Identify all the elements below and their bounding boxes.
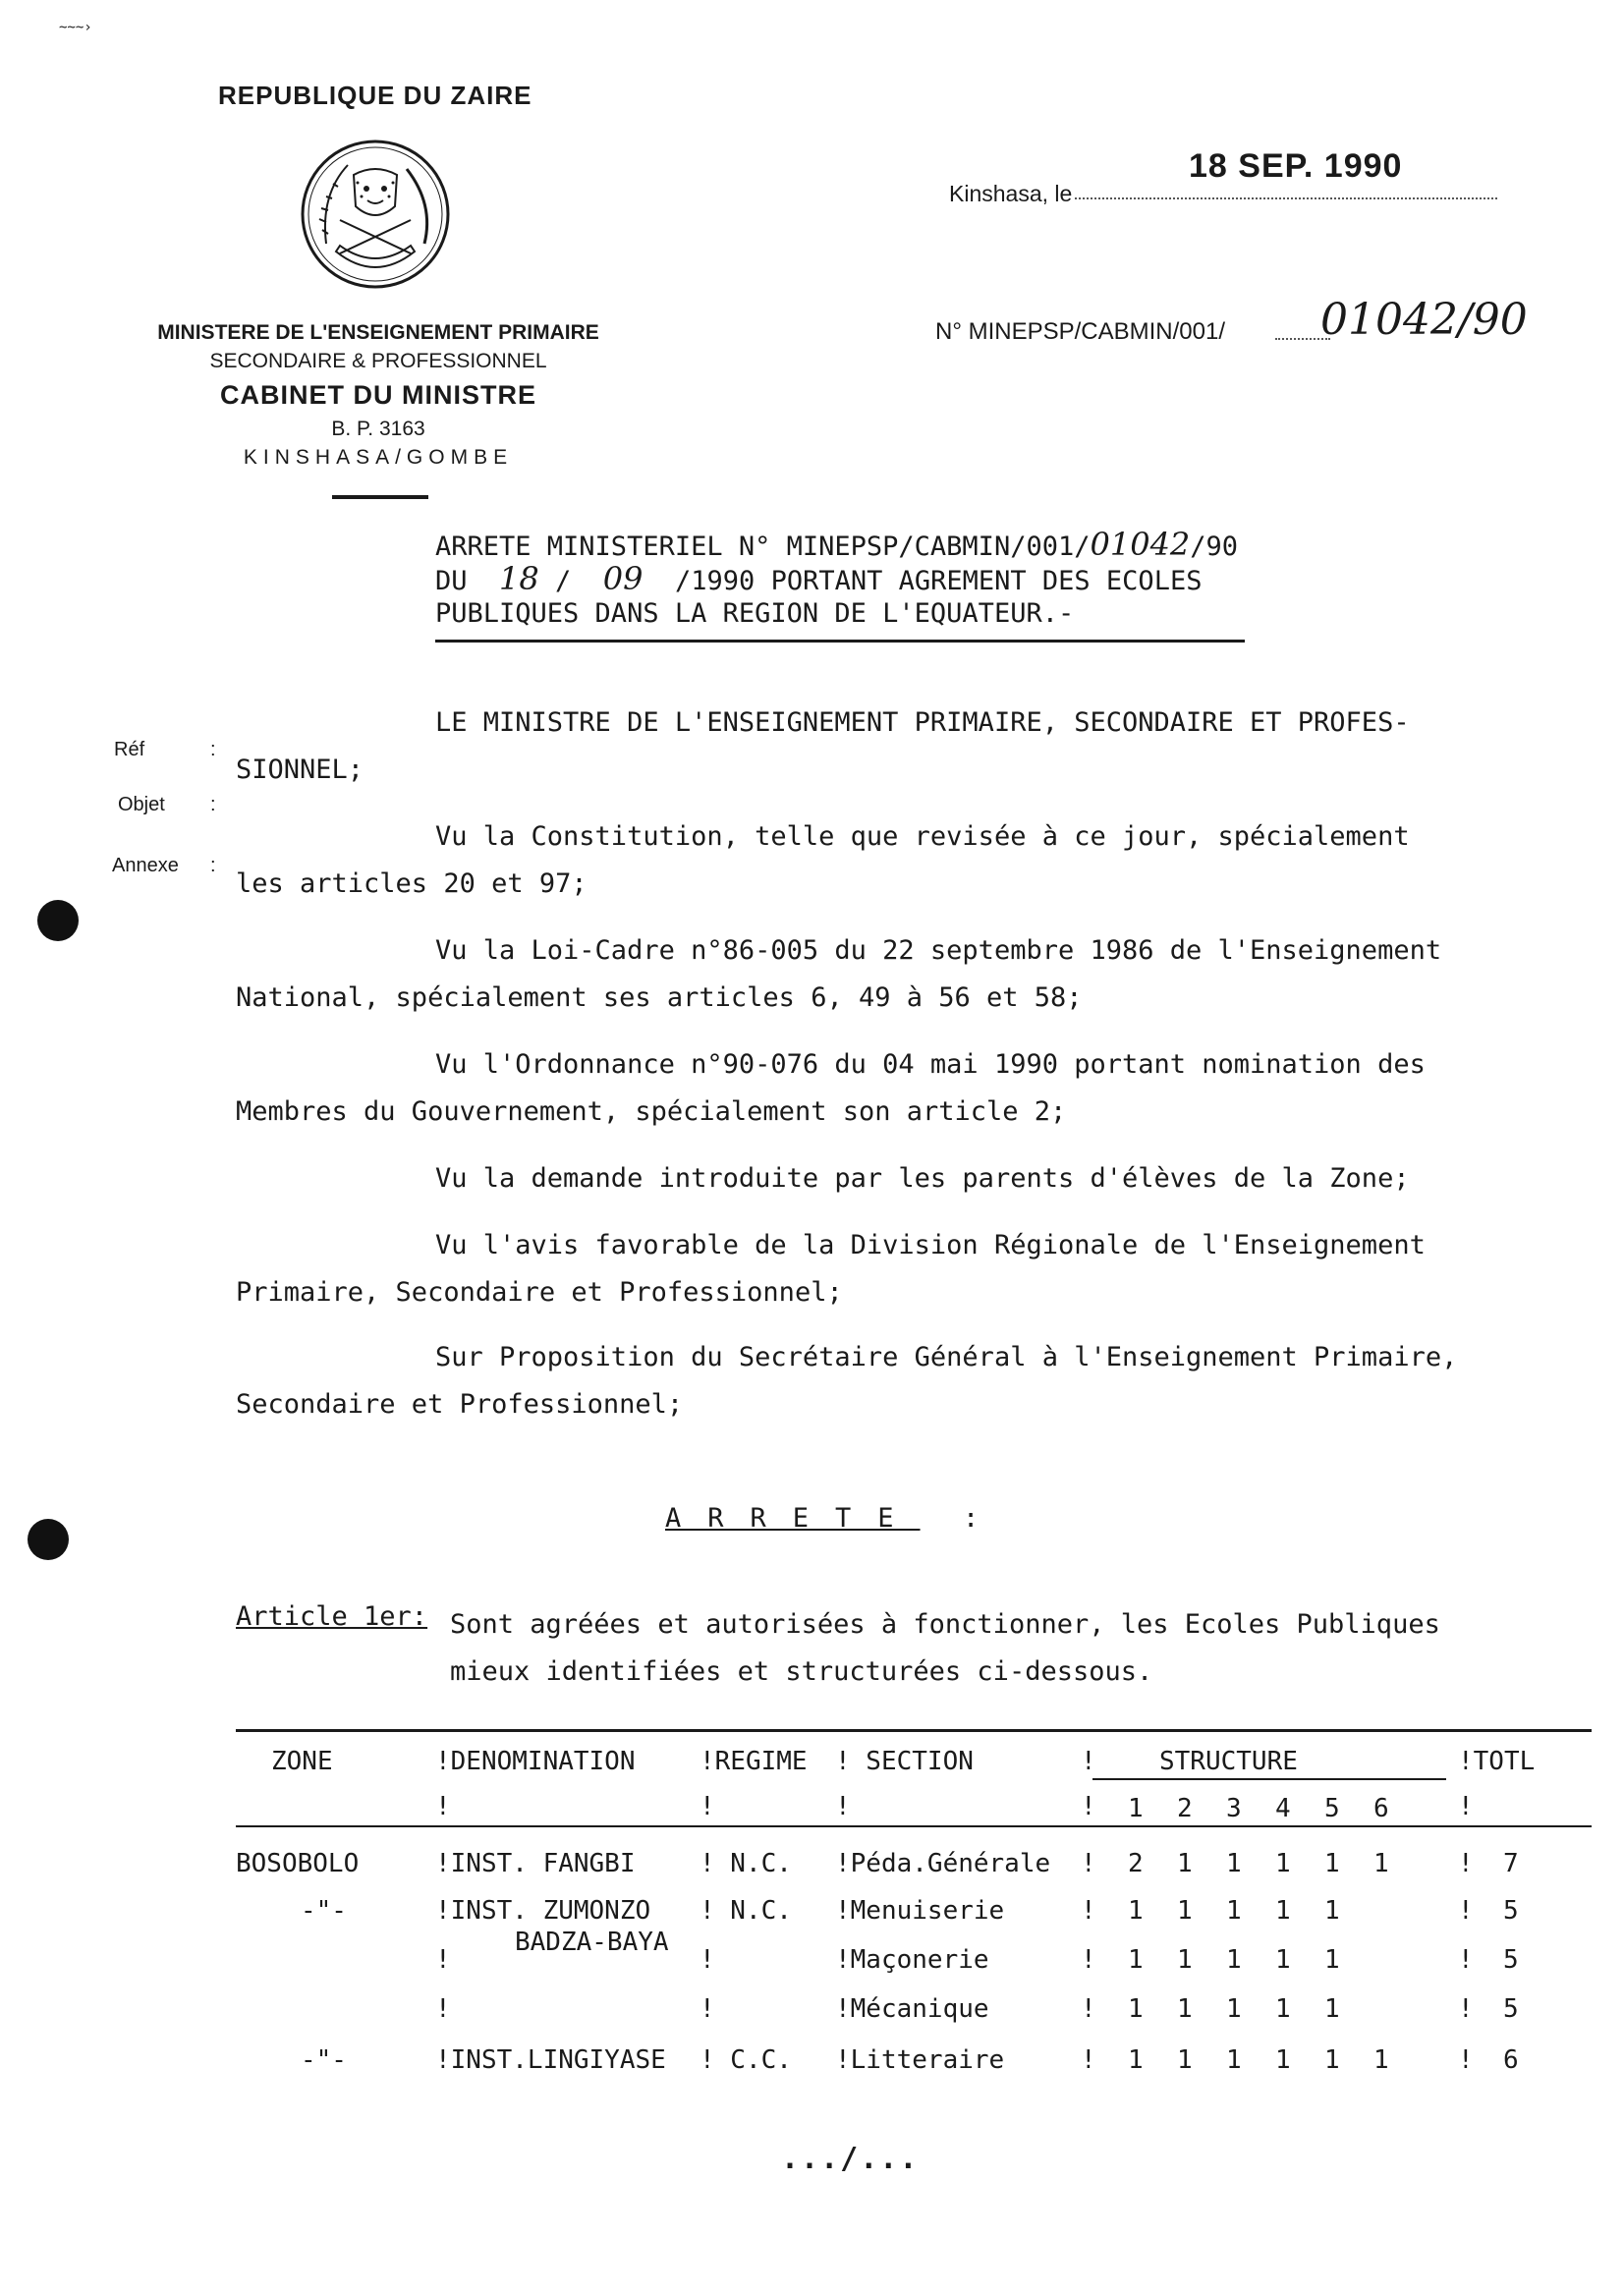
cell-total: 5 — [1503, 1896, 1519, 1926]
cell-grade: 1 — [1226, 1994, 1242, 2024]
arrete-heading-colon: : — [963, 1503, 980, 1534]
cell-section: !Maçonerie — [835, 1945, 989, 1975]
body-p7-line2: Secondaire et Professionnel; — [236, 1389, 684, 1420]
cell-grade: 1 — [1177, 1849, 1193, 1878]
cell-section: !Péda.Générale — [835, 1849, 1051, 1878]
decree-title — [435, 526, 1239, 630]
body-p6-line1: Vu l'avis favorable de la Division Régionale de l'Enseignement — [435, 1230, 1426, 1260]
article-line1: Sont agréées et autorisées à fonctionner, les Ecoles Publiques — [450, 1609, 1440, 1640]
cell-regime: ! — [700, 1994, 715, 2024]
republic-heading: REPUBLIQUE DU ZAIRE — [218, 81, 532, 110]
cell-bang: ! — [1081, 1896, 1096, 1926]
cell-regime: ! N.C. — [700, 1896, 792, 1926]
cell-bang: ! — [1081, 2045, 1096, 2075]
header-grade-2: 2 — [1177, 1794, 1193, 1823]
date-dotted-line — [1075, 197, 1497, 199]
body-p4-line1: Vu l'Ordonnance n°90-076 du 04 mai 1990 portant nomination des — [435, 1049, 1426, 1080]
cabinet-title: CABINET DU MINISTRE — [220, 380, 536, 410]
header-zone: ZONE — [271, 1747, 333, 1776]
header-denomination: !DENOMINATION — [435, 1747, 636, 1776]
cell-denomination: BADZA-BAYA — [515, 1928, 669, 1957]
cell-grade: 1 — [1226, 2045, 1242, 2075]
cell-grade: 1 — [1275, 1994, 1291, 2024]
header-grade-4: 4 — [1275, 1794, 1291, 1823]
title-underline — [435, 640, 1245, 643]
body-p1-line2: SIONNEL; — [236, 755, 364, 785]
punch-hole — [37, 900, 79, 941]
corner-mark: ~~~› — [59, 20, 92, 35]
date-label: Kinshasa, le — [949, 181, 1073, 206]
cell-regime: ! N.C. — [700, 1849, 792, 1878]
body-p7-line1: Sur Proposition du Secrétaire Général à l'Enseignement Primaire, — [435, 1342, 1458, 1372]
cell-total: 5 — [1503, 1994, 1519, 2024]
cell-grade: 1 — [1275, 2045, 1291, 2075]
postal-box: B. P. 3163 — [331, 418, 425, 440]
cell-total: 5 — [1503, 1945, 1519, 1975]
cell-total: 6 — [1503, 2045, 1519, 2075]
cell-regime: ! — [700, 1945, 715, 1975]
city-underline — [332, 495, 428, 499]
reference-label: N° MINEPSP/CABMIN/001/ — [935, 318, 1226, 345]
cell-bang: ! — [1458, 1945, 1474, 1975]
cell-bang: ! — [1458, 1994, 1474, 2024]
cell-grade: 1 — [1177, 2045, 1193, 2075]
cell-grade: 1 — [1373, 1849, 1389, 1878]
cell-grade: 1 — [1226, 1945, 1242, 1975]
title-handwritten-number: 01042 — [1090, 526, 1191, 563]
cell-regime: ! C.C. — [700, 2045, 792, 2075]
cell-section: !Litteraire — [835, 2045, 1005, 2075]
cell-zone: -"- — [301, 2045, 347, 2075]
margin-annexe-label: Annexe — [112, 855, 179, 876]
cell-grade: 1 — [1324, 1945, 1340, 1975]
title-handwritten-day: 18 — [499, 560, 539, 597]
body-p2-line2: les articles 20 et 97; — [236, 868, 588, 899]
cell-zone: BOSOBOLO — [236, 1849, 360, 1878]
cell-bang: ! — [1458, 2045, 1474, 2075]
cell-section: !Menuiserie — [835, 1896, 1005, 1926]
body-p3-line1: Vu la Loi-Cadre n°86-005 du 22 septembre 1986 de l'Enseignement — [435, 935, 1442, 966]
header-bang: ! — [435, 1792, 451, 1821]
title-line3: PUBLIQUES DANS LA REGION DE L'EQUATEUR.- — [435, 598, 1075, 629]
cell-denomination: ! — [435, 1994, 451, 2024]
body-p2-line1: Vu la Constitution, telle que revisée à ce jour, spécialement — [435, 821, 1410, 852]
header-bang: ! — [835, 1792, 851, 1821]
header-structure: STRUCTURE — [1159, 1747, 1298, 1776]
header-bang: ! — [1458, 1792, 1474, 1821]
cell-bang: ! — [1081, 1849, 1096, 1878]
title-handwritten-month: 09 — [602, 560, 644, 597]
cell-bang: ! — [1458, 1849, 1474, 1878]
table-header-rule — [236, 1825, 1592, 1827]
header-grade-6: 6 — [1373, 1794, 1389, 1823]
cell-grade: 1 — [1128, 1896, 1144, 1926]
cell-grade: 1 — [1275, 1945, 1291, 1975]
city: KINSHASA/GOMBE — [243, 446, 514, 469]
cell-grade: 1 — [1275, 1896, 1291, 1926]
body-p5-line1: Vu la demande introduite par les parents d'élèves de la Zone; — [435, 1163, 1410, 1194]
header-structure-bang: ! — [1081, 1747, 1096, 1776]
cell-bang: ! — [1081, 1945, 1096, 1975]
ministry-line2: SECONDAIRE & PROFESSIONNEL — [209, 350, 547, 372]
header-grade-3: 3 — [1226, 1794, 1242, 1823]
article-text — [450, 1601, 1440, 1696]
structure-underline — [1092, 1778, 1446, 1780]
cell-grade: 1 — [1373, 2045, 1389, 2075]
cell-grade: 1 — [1177, 1896, 1193, 1926]
cell-grade: 1 — [1324, 1896, 1340, 1926]
date-stamp: 18 SEP. 1990 — [1189, 147, 1403, 185]
header-section: ! SECTION — [835, 1747, 974, 1776]
article-label: Article 1er: — [236, 1601, 428, 1632]
cell-bang: ! — [1081, 1994, 1096, 2024]
header-total: !TOTL — [1458, 1747, 1536, 1776]
cell-bang: ! — [435, 1945, 451, 1975]
margin-ref-colon: : — [210, 739, 216, 760]
cell-denomination: !INST. FANGBI — [435, 1849, 636, 1878]
cell-grade: 1 — [1128, 1945, 1144, 1975]
cell-grade: 1 — [1324, 1849, 1340, 1878]
cell-grade: 1 — [1128, 2045, 1144, 2075]
title-line1: ARRETE MINISTERIEL N° MINEPSP/CABMIN/001/01042/90 — [435, 526, 1239, 563]
cell-grade: 1 — [1324, 2045, 1340, 2075]
cell-bang: ! — [1458, 1896, 1474, 1926]
ministry-block — [118, 318, 639, 472]
body-p1-line1: LE MINISTRE DE L'ENSEIGNEMENT PRIMAIRE, SECONDAIRE ET PROFES- — [435, 707, 1410, 738]
cell-zone: -"- — [301, 1896, 347, 1926]
reference-handwritten-number: 01042/90 — [1320, 295, 1528, 345]
cell-section: !Mécanique — [835, 1994, 989, 2024]
header-bang: ! — [1081, 1792, 1096, 1821]
cell-denomination: !INST.LINGIYASE — [435, 2045, 666, 2075]
margin-ref-label: Réf — [114, 739, 145, 760]
ministry-line1: MINISTERE DE L'ENSEIGNEMENT PRIMAIRE — [157, 321, 599, 344]
body-p6-line2: Primaire, Secondaire et Professionnel; — [236, 1277, 843, 1308]
punch-hole — [28, 1519, 69, 1560]
cell-grade: 1 — [1275, 1849, 1291, 1878]
margin-annexe-colon: : — [210, 855, 216, 876]
cell-total: 7 — [1503, 1849, 1519, 1878]
cell-grade: 1 — [1324, 1994, 1340, 2024]
table-top-rule — [236, 1729, 1592, 1732]
header-grade-5: 5 — [1324, 1794, 1340, 1823]
article-line2: mieux identifiées et structurées ci-dessous. — [450, 1656, 1153, 1687]
margin-objet-colon: : — [210, 794, 216, 815]
cell-grade: 1 — [1177, 1994, 1193, 2024]
header-grade-1: 1 — [1128, 1794, 1144, 1823]
cell-denomination: !INST. ZUMONZO — [435, 1896, 651, 1926]
header-regime: !REGIME — [700, 1747, 808, 1776]
body-p4-line2: Membres du Gouvernement, spécialement son article 2; — [236, 1096, 1067, 1127]
coat-of-arms-icon — [297, 136, 454, 293]
margin-objet-label: Objet — [118, 794, 165, 815]
cell-grade: 1 — [1177, 1945, 1193, 1975]
cell-grade: 2 — [1128, 1849, 1144, 1878]
cell-grade: 1 — [1128, 1994, 1144, 2024]
page-continuation: .../... — [781, 2142, 920, 2176]
body-p3-line2: National, spécialement ses articles 6, 49 à 56 et 58; — [236, 982, 1083, 1013]
arrete-heading: ARRETE — [665, 1503, 921, 1534]
cell-grade: 1 — [1226, 1896, 1242, 1926]
cell-grade: 1 — [1226, 1849, 1242, 1878]
title-line2: DU 18 / 09 /1990 PORTANT AGREMENT DES ECOLES — [435, 560, 1203, 597]
header-bang: ! — [700, 1792, 715, 1821]
